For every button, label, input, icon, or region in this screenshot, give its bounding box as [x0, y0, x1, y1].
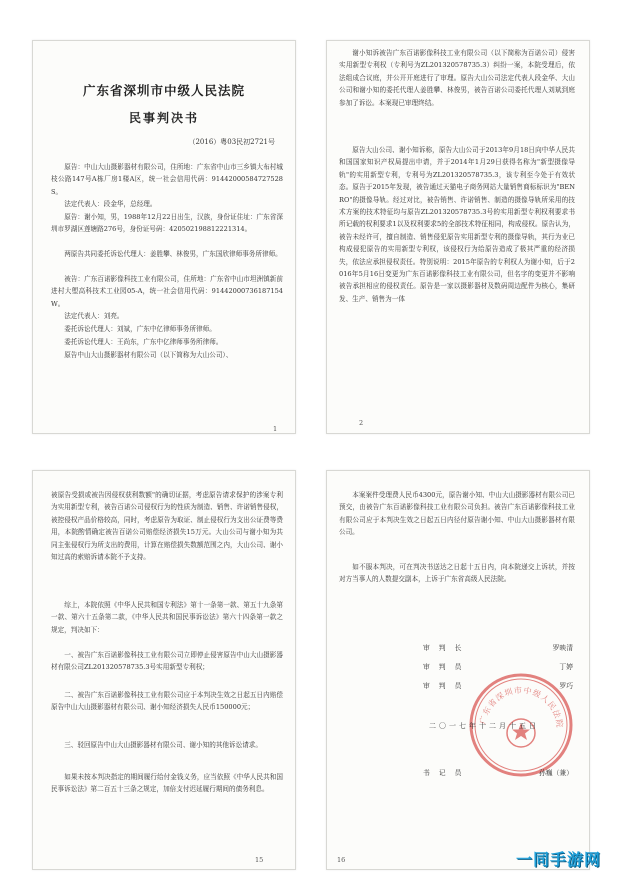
judge-role: 审判长 [423, 644, 471, 652]
paragraph: 一、被告广东百诺影像科技工业有限公司立即停止侵害原告中山大山摄影器材有限公司ZL201320578735.3号实用新型专利权； [51, 651, 283, 672]
site-watermark [516, 846, 616, 870]
judge-row [423, 658, 573, 677]
paragraph: 三、驳回原告中山大山摄影器材有限公司、谢小知的其他诉讼请求。 [64, 741, 262, 749]
clerk-role: 书记员 [423, 769, 471, 777]
page-number: 16 [337, 856, 346, 864]
watermark-text: 一同手游网 [516, 849, 602, 869]
clerk-name: 孙巍（兼） [539, 769, 573, 777]
paragraph: 委托诉讼代理人：刘斌，广东中亿律师事务所律师。 [64, 325, 216, 333]
paragraph: 被告：广东百诺影像科技工业有限公司，住所地：广东省中山市坦洲镇新前进村大塱高科技术工业园05-A，统一社会信用代码：91442000736187154W。 [51, 275, 283, 308]
clerk-row [423, 767, 573, 777]
paragraph: 原告：中山大山摄影器材有限公司，住所地：广东省中山市三乡镇大布村城枝公路147号A栋厂房1楼A区，统一社会信用代码：91442000584727528S。 [51, 163, 283, 196]
document-page-2 [326, 40, 590, 434]
court-title: 广东省深圳市中级人民法院 [82, 83, 245, 98]
paragraph: 二、被告广东百诺影像科技工业有限公司应于本判决生效之日起五日内赔偿原告中山大山摄影器材有限公司、谢小知经济损失人民币150000元； [51, 691, 283, 712]
case-number: （2016）粤03民初2721号 [188, 138, 275, 146]
paragraph: 如不服本判决，可在判决书送达之日起十五日内，向本院递交上诉状，并按对方当事人的人数提交副本，上诉于广东省高级人民法院。 [339, 563, 575, 584]
svg-text:广东省深圳市中级人民法院: 广东省深圳市中级人民法院 [478, 685, 565, 729]
judge-row [423, 639, 573, 658]
document-page-3 [32, 470, 296, 870]
document-page-4 [326, 470, 590, 870]
judgment-date: 二〇一七年十二月十五日 [429, 722, 539, 730]
judge-list [423, 639, 573, 696]
paragraph: 本案案件受理费人民币4300元，原告谢小知、中山大山摄影器材有限公司已预交，由被告广东百诺影像科技工业有限公司负担。被告广东百诺影像科技工业有限公司应于本判决生效之日起五日内径付原告谢小知、中山大山摄影器材有限公司。 [339, 491, 575, 537]
judge-name: 罗巧 [559, 682, 573, 690]
judge-name: 罗映清 [552, 644, 573, 652]
paragraph: 委托诉讼代理人：王尚东，广东中亿律师事务所律师。 [64, 338, 223, 346]
document-page-1 [32, 40, 296, 434]
paragraph: 原告大山公司、谢小知诉称，原告大山公司于2013年9月18日向中华人民共和国国家知识产权局提出申请，并于2014年1月29日获得名称为"新型摄像导轨"的实用新型专利，专利号为ZL201320578735.3，该专利至今处于有效状态。原告于2015年发现，被告通过天猫电子商务网站大量销售商标标识为"BENRO"的摄像导轨。经过对比，被告销售、许诺销售、制造的摄像导轨所采用的技术方案的技术特征均与原告ZL201320578735.3号的实用新型专利权利要求书所记载的权利要求1以及权利要求5的全部技术特征相同，构成侵权。原告认为，被告未经许可，擅自制造、销售侵犯原告实用新型专利的摄像导轨，其行为业已构成侵犯原告的实用新型专利权，该侵权行为给原告造成了极其严重的经济损失，依法应承担侵权责任。特别说明：2015年原告的专利权人为谢小知，后于2016年5月16日变更为广东百诺影像科技工业有限公司，但名字的变更并不影响被告承担相应的侵权责任。原告是一家以摄影器材及数码周边配件为核心，集研发、生产、销售为一体 [339, 146, 575, 303]
paragraph: 综上，本院依照《中华人民共和国专利法》第十一条第一款、第五十九条第一款、第六十五条第二款，《中华人民共和国民事诉讼法》第六十四条第一款之规定，判决如下： [51, 601, 283, 634]
paragraph: 法定代表人：段金华，总经理。 [64, 200, 157, 208]
page-number: 15 [255, 856, 264, 864]
paragraph: 谢小知诉被告广东百诺影像科技工业有限公司（以下简称为百诺公司）侵害实用新型专利权（专利号为ZL201320578735.3）纠纷一案，本院受理后，依法组成合议庭，并公开开庭进行了审理。原告大山公司法定代表人段金华、大山公司和谢小知的委托代理人姜胜攀、林俊男，被告百诺公司委托代理人刘斌到庭参加了诉讼。本案现已审理终结。 [339, 49, 575, 107]
judge-role: 审判员 [423, 663, 471, 671]
judge-name: 丁婷 [559, 663, 573, 671]
paragraph: 被原告受损或被告因侵权获利数额"的确切证据，考虑原告请求保护的涉案专利为实用新型专利，被告百诺公司侵权行为的性质为制造、销售、许诺销售侵权，被控侵权产品价格较高，同时，考虑原告为取证、制止侵权行为支出公证费等费用，本院酌情确定被告百诺公司赔偿经济损失15万元。大山公司与谢小知为共同主张侵权行为所支出的费用，计算在赔偿损失数额范围之内，大山公司、谢小知过高的索赔诉请本院不予支持。 [51, 491, 283, 562]
judge-role: 审判员 [423, 682, 471, 690]
judge-row [423, 677, 573, 696]
paragraph: 如果未按本判决指定的期间履行给付金钱义务，应当依照《中华人民共和国民事诉讼法》第二百五十三条之规定，加倍支付迟延履行期间的债务利息。 [51, 773, 283, 794]
paragraph: 法定代表人：刘亮。 [64, 312, 124, 320]
paragraph: 两原告共同委托诉讼代理人：姜胜攀、林俊男，广东国欣律师事务所律师。 [64, 250, 282, 258]
page-number: 1 [273, 425, 278, 433]
document-title: 民事判决书 [128, 111, 199, 125]
paragraph: 原告：谢小知，男，1988年12月22日出生，汉族，身份证住址：广东省深圳市罗湖区莲塘路276号，身份证号码：420502198812221314。 [51, 213, 283, 234]
paragraph: 原告中山大山摄影器材有限公司（以下简称为大山公司）、 [64, 351, 233, 359]
page-number: 2 [359, 419, 364, 427]
